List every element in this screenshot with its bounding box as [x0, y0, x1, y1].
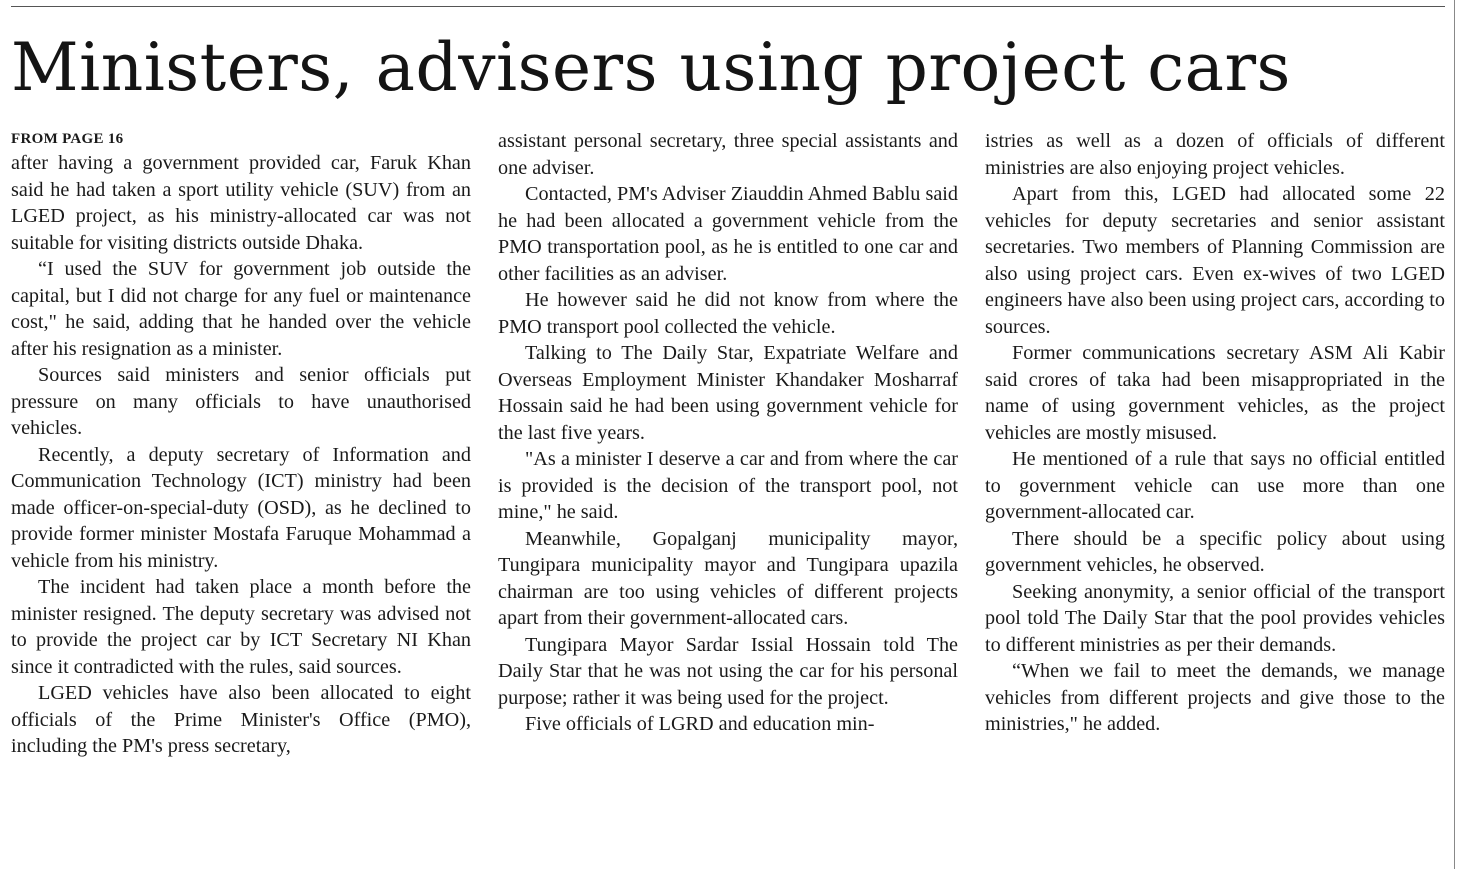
paragraph: He mentioned of a rule that says no official entitled to government vehicle can use more than one government-allocated car.: [985, 448, 1445, 523]
paragraph: Five officials of LGRD and education min-: [525, 713, 875, 735]
paragraph: "As a minister I deserve a car and from where the car is provided is the decision of the transport pool, not mine," he said.: [498, 448, 958, 523]
column-1: [11, 128, 471, 869]
top-rule: [11, 6, 1445, 7]
right-edge-rule: [1454, 0, 1455, 869]
paragraph: Apart from this, LGED had allocated some 22 vehicles for deputy secretaries and senior assistant secretaries. Two members of Planning Commission are also using project cars. Even ex-wives of two LGED engineers have also been using project cars, according to sources.: [985, 183, 1445, 338]
paragraph: “When we fail to meet the demands, we manage vehicles from different projects and give those to the ministries," he added.: [985, 660, 1445, 735]
paragraph: Seeking anonymity, a senior official of the transport pool told The Daily Star that the pool provides vehicles to different ministries as per their demands.: [985, 580, 1445, 656]
paragraph: Recently, a deputy secretary of Information and Communication Technology (ICT) ministry had been made officer-on-special-duty (OSD), as he declined to provide former minister Mostafa Faruque Mohammad a vehicle from his ministry.: [11, 443, 471, 572]
paragraph: He however said he did not know from where the PMO transport pool collected the vehicle.: [498, 289, 958, 338]
column-3: [985, 128, 1445, 869]
paragraph: LGED vehicles have also been allocated to eight officials of the Prime Minister's Office (PMO), including the PM's press secretary,: [11, 682, 471, 757]
paragraph: The incident had taken place a month before the minister resigned. The deputy secretary was advised not to provide the project car by ICT Secretary NI Khan since it contradicted with the rules, said sources.: [11, 576, 471, 678]
article-body: [11, 128, 1445, 869]
paragraph: Sources said ministers and senior officials put pressure on many officials to have unauthorised vehicles.: [11, 364, 471, 439]
column-2: [498, 128, 958, 869]
paragraph: Contacted, PM's Adviser Ziauddin Ahmed Bablu said he had been allocated a government vehicle from the PMO transportation pool, as he is entitled to one car and other facilities as an adviser.: [498, 183, 958, 285]
paragraph: Talking to The Daily Star, Expatriate Welfare and Overseas Employment Minister Khandaker Mosharraf Hossain said he had been using government vehicle for the last five years.: [498, 342, 958, 444]
paragraph: Meanwhile, Gopalganj municipality mayor, Tungipara municipality mayor and Tungipara upazila chairman are too using vehicles of different projects apart from their government-allocated cars.: [498, 527, 958, 629]
paragraph: after having a government provided car, Faruk Khan said he had taken a sport utility vehicle (SUV) from an LGED project, as his ministry-allocated car was not suitable for visiting districts outside Dhaka.: [11, 152, 471, 254]
paragraph: assistant personal secretary, three special assistants and one adviser.: [498, 130, 958, 179]
paragraph: “I used the SUV for government job outside the capital, but I did not charge for any fuel or maintenance cost," he said, adding that he handed over the vehicle after his resignation as a minister.: [11, 258, 471, 360]
headline: Ministers, advisers using project cars: [11, 29, 1291, 106]
paragraph: Former communications secretary ASM Ali Kabir said crores of taka had been misappropriated in the name of using government vehicles, as the project vehicles are mostly misused.: [985, 342, 1445, 444]
paragraph: There should be a specific policy about using government vehicles, he observed.: [985, 527, 1445, 576]
paragraph: Tungipara Mayor Sardar Issial Hossain told The Daily Star that he was not using the car for his personal purpose; rather it was being used for the project.: [498, 633, 958, 709]
continuation-kicker: FROM PAGE 16: [11, 131, 124, 147]
paragraph: istries as well as a dozen of officials of different ministries are also enjoying project vehicles.: [985, 130, 1445, 179]
